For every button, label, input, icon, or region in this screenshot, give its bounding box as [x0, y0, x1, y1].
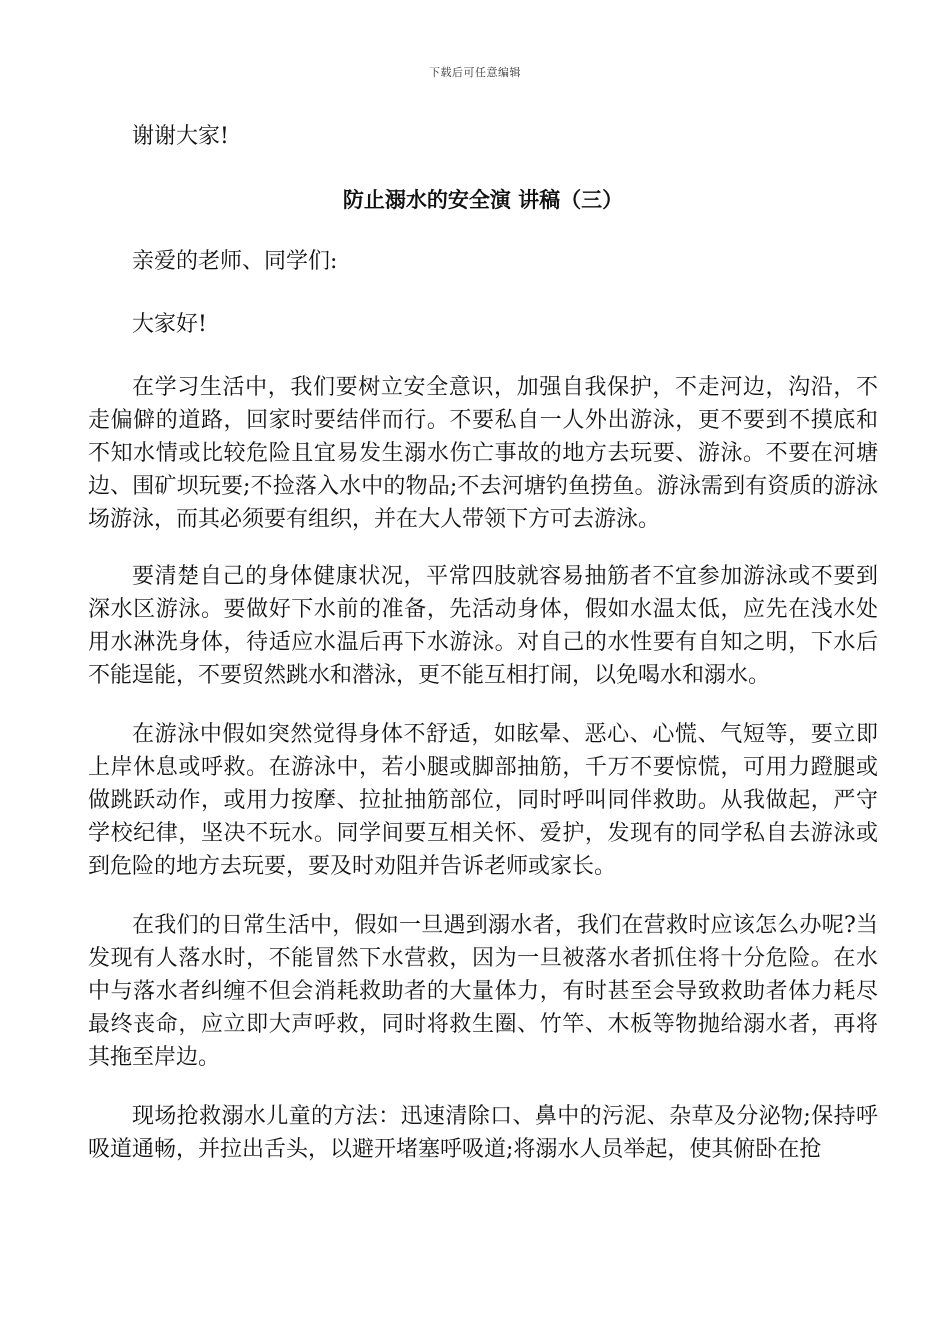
paragraph: 在学习生活中，我们要树立安全意识，加强自我保护，不走河边，沟沿，不走偏僻的道路，回家时要结伴而行。不要私自一人外出游泳，更不要到不摸底和不知水情或比较危险且宜易发生溺水伤亡事故的地方去玩要、游泳。不要在河塘边、围矿坝玩要;不捡落入水中的物品;不去河塘钓鱼捞鱼。游泳需到有资质的游泳场游泳，而其必须要有组织，并在大人带领下方可去游泳。 [88, 375, 878, 532]
paragraph: 要清楚自己的身体健康状况，平常四肢就容易抽筋者不宜参加游泳或不要到深水区游泳。要做好下水前的准备，先活动身体，假如水温太低，应先在浅水处用水淋洗身体，待适应水温后再下水游泳。对自己的水性要有自知之明，下水后不能逞能，不要贸然跳水和潜泳，更不能互相打闹，以免喝水和溺水。 [88, 564, 878, 688]
hello-line: 大家好! [132, 312, 207, 337]
paragraph: 在我们的日常生活中，假如一旦遇到溺水者，我们在营救时应该怎么办呢?当发现有人落水时，不能冒然下水营救，因为一旦被落水者抓住将十分危险。在水中与落水者纠缠不但会消耗救助者的大量体力，有时甚至会导致救助者体力耗尽最终丧命，应立即大声呼救，同时将救生圈、竹竿、木板等物抛给溺水者，再将其拖至岸边。 [88, 913, 878, 1070]
document-body [88, 120, 878, 1166]
closing-line: 谢谢大家! [132, 124, 229, 149]
paragraph: 在游泳中假如突然觉得身体不舒适，如眩晕、恶心、心慌、气短等，要立即上岸休息或呼救。在游泳中，若小腿或脚部抽筋，千万不要惊慌，可用力蹬腿或做跳跃动作，或用力按摩、拉扯抽筋部位，同时呼叫同伴救助。从我做起，严守学校纪律，坚决不玩水。同学间要互相关怀、爱护，发现有的同学私自去游泳或到危险的地方去玩要，要及时劝阻并告诉老师或家长。 [88, 722, 878, 879]
document-title: 防止溺水的安全演 讲稿（三） [342, 187, 624, 212]
paragraph: 现场抢救溺水儿童的方法：迅速清除口、鼻中的污泥、杂草及分泌物;保持呼吸道通畅，并拉出舌头，以避开堵塞呼吸道;将溺水人员举起，使其俯卧在抢 [88, 1104, 878, 1162]
page-header-note: 下载后可任意编辑 [429, 66, 521, 79]
greeting: 亲爱的老师、同学们: [132, 249, 338, 274]
